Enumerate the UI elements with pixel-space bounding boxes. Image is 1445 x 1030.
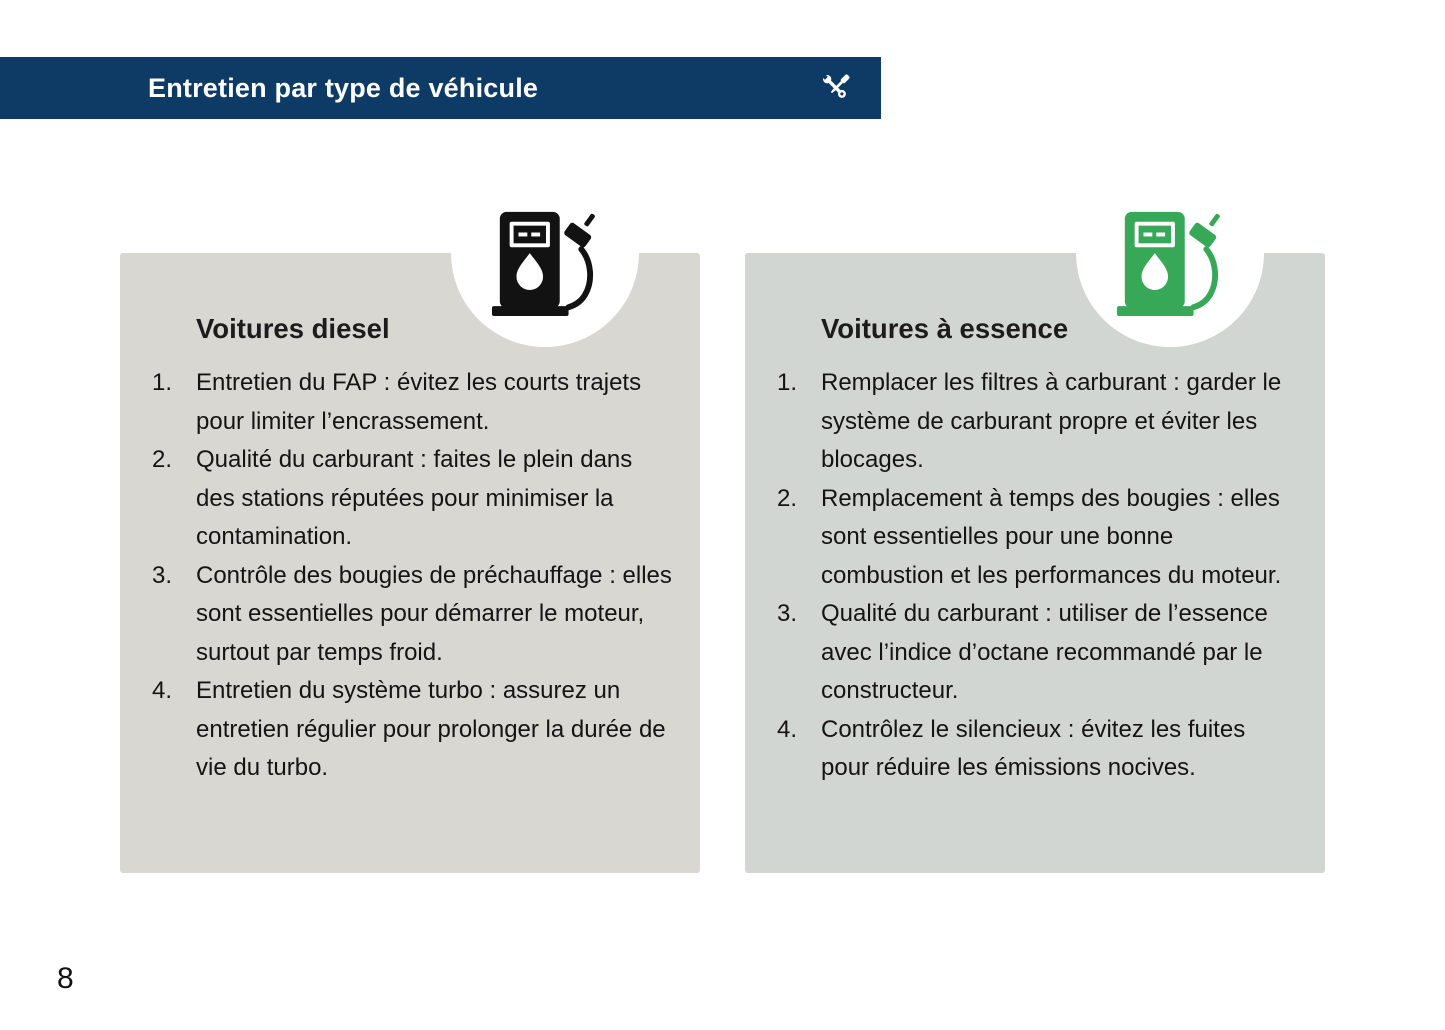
diesel-list bbox=[152, 364, 672, 788]
list-item: Qualité du carburant : faites le plein dans des stations réputées pour minimiser la contamination. bbox=[196, 446, 633, 550]
fuel-pump-icon bbox=[486, 206, 604, 316]
card-essence bbox=[745, 253, 1325, 873]
list-item: Contrôle des bougies de préchauffage : elles sont essentielles pour démarrer le moteur, surtout par temps froid. bbox=[196, 561, 672, 666]
card-title-essence: Voitures à essence bbox=[821, 313, 1069, 344]
essence-list bbox=[777, 364, 1297, 788]
page-number: 8 bbox=[57, 962, 74, 995]
page-title: Entretien par type de véhicule bbox=[148, 72, 539, 103]
card-diesel bbox=[120, 253, 700, 873]
fuel-pump-icon bbox=[1111, 206, 1229, 316]
list-item: Qualité du carburant : utiliser de l’essence avec l’indice d’octane recommandé par le constructeur. bbox=[821, 600, 1268, 704]
list-item: Entretien du système turbo : assurez un entretien régulier pour prolonger la durée de vie du turbo. bbox=[196, 677, 666, 781]
list-item: Contrôlez le silencieux : évitez les fuites pour réduire les émissions nocives. bbox=[821, 715, 1246, 781]
card-title-diesel: Voitures diesel bbox=[196, 313, 390, 344]
list-item: Entretien du FAP : évitez les courts trajets pour limiter l’encrassement. bbox=[196, 369, 642, 435]
list-item: Remplacement à temps des bougies : elles sont essentielles pour une bonne combustion et les performances du moteur. bbox=[821, 484, 1282, 589]
header-band bbox=[0, 57, 881, 119]
tools-icon bbox=[817, 69, 855, 107]
list-item: Remplacer les filtres à carburant : garder le système de carburant propre et éviter les blocages. bbox=[821, 369, 1282, 473]
